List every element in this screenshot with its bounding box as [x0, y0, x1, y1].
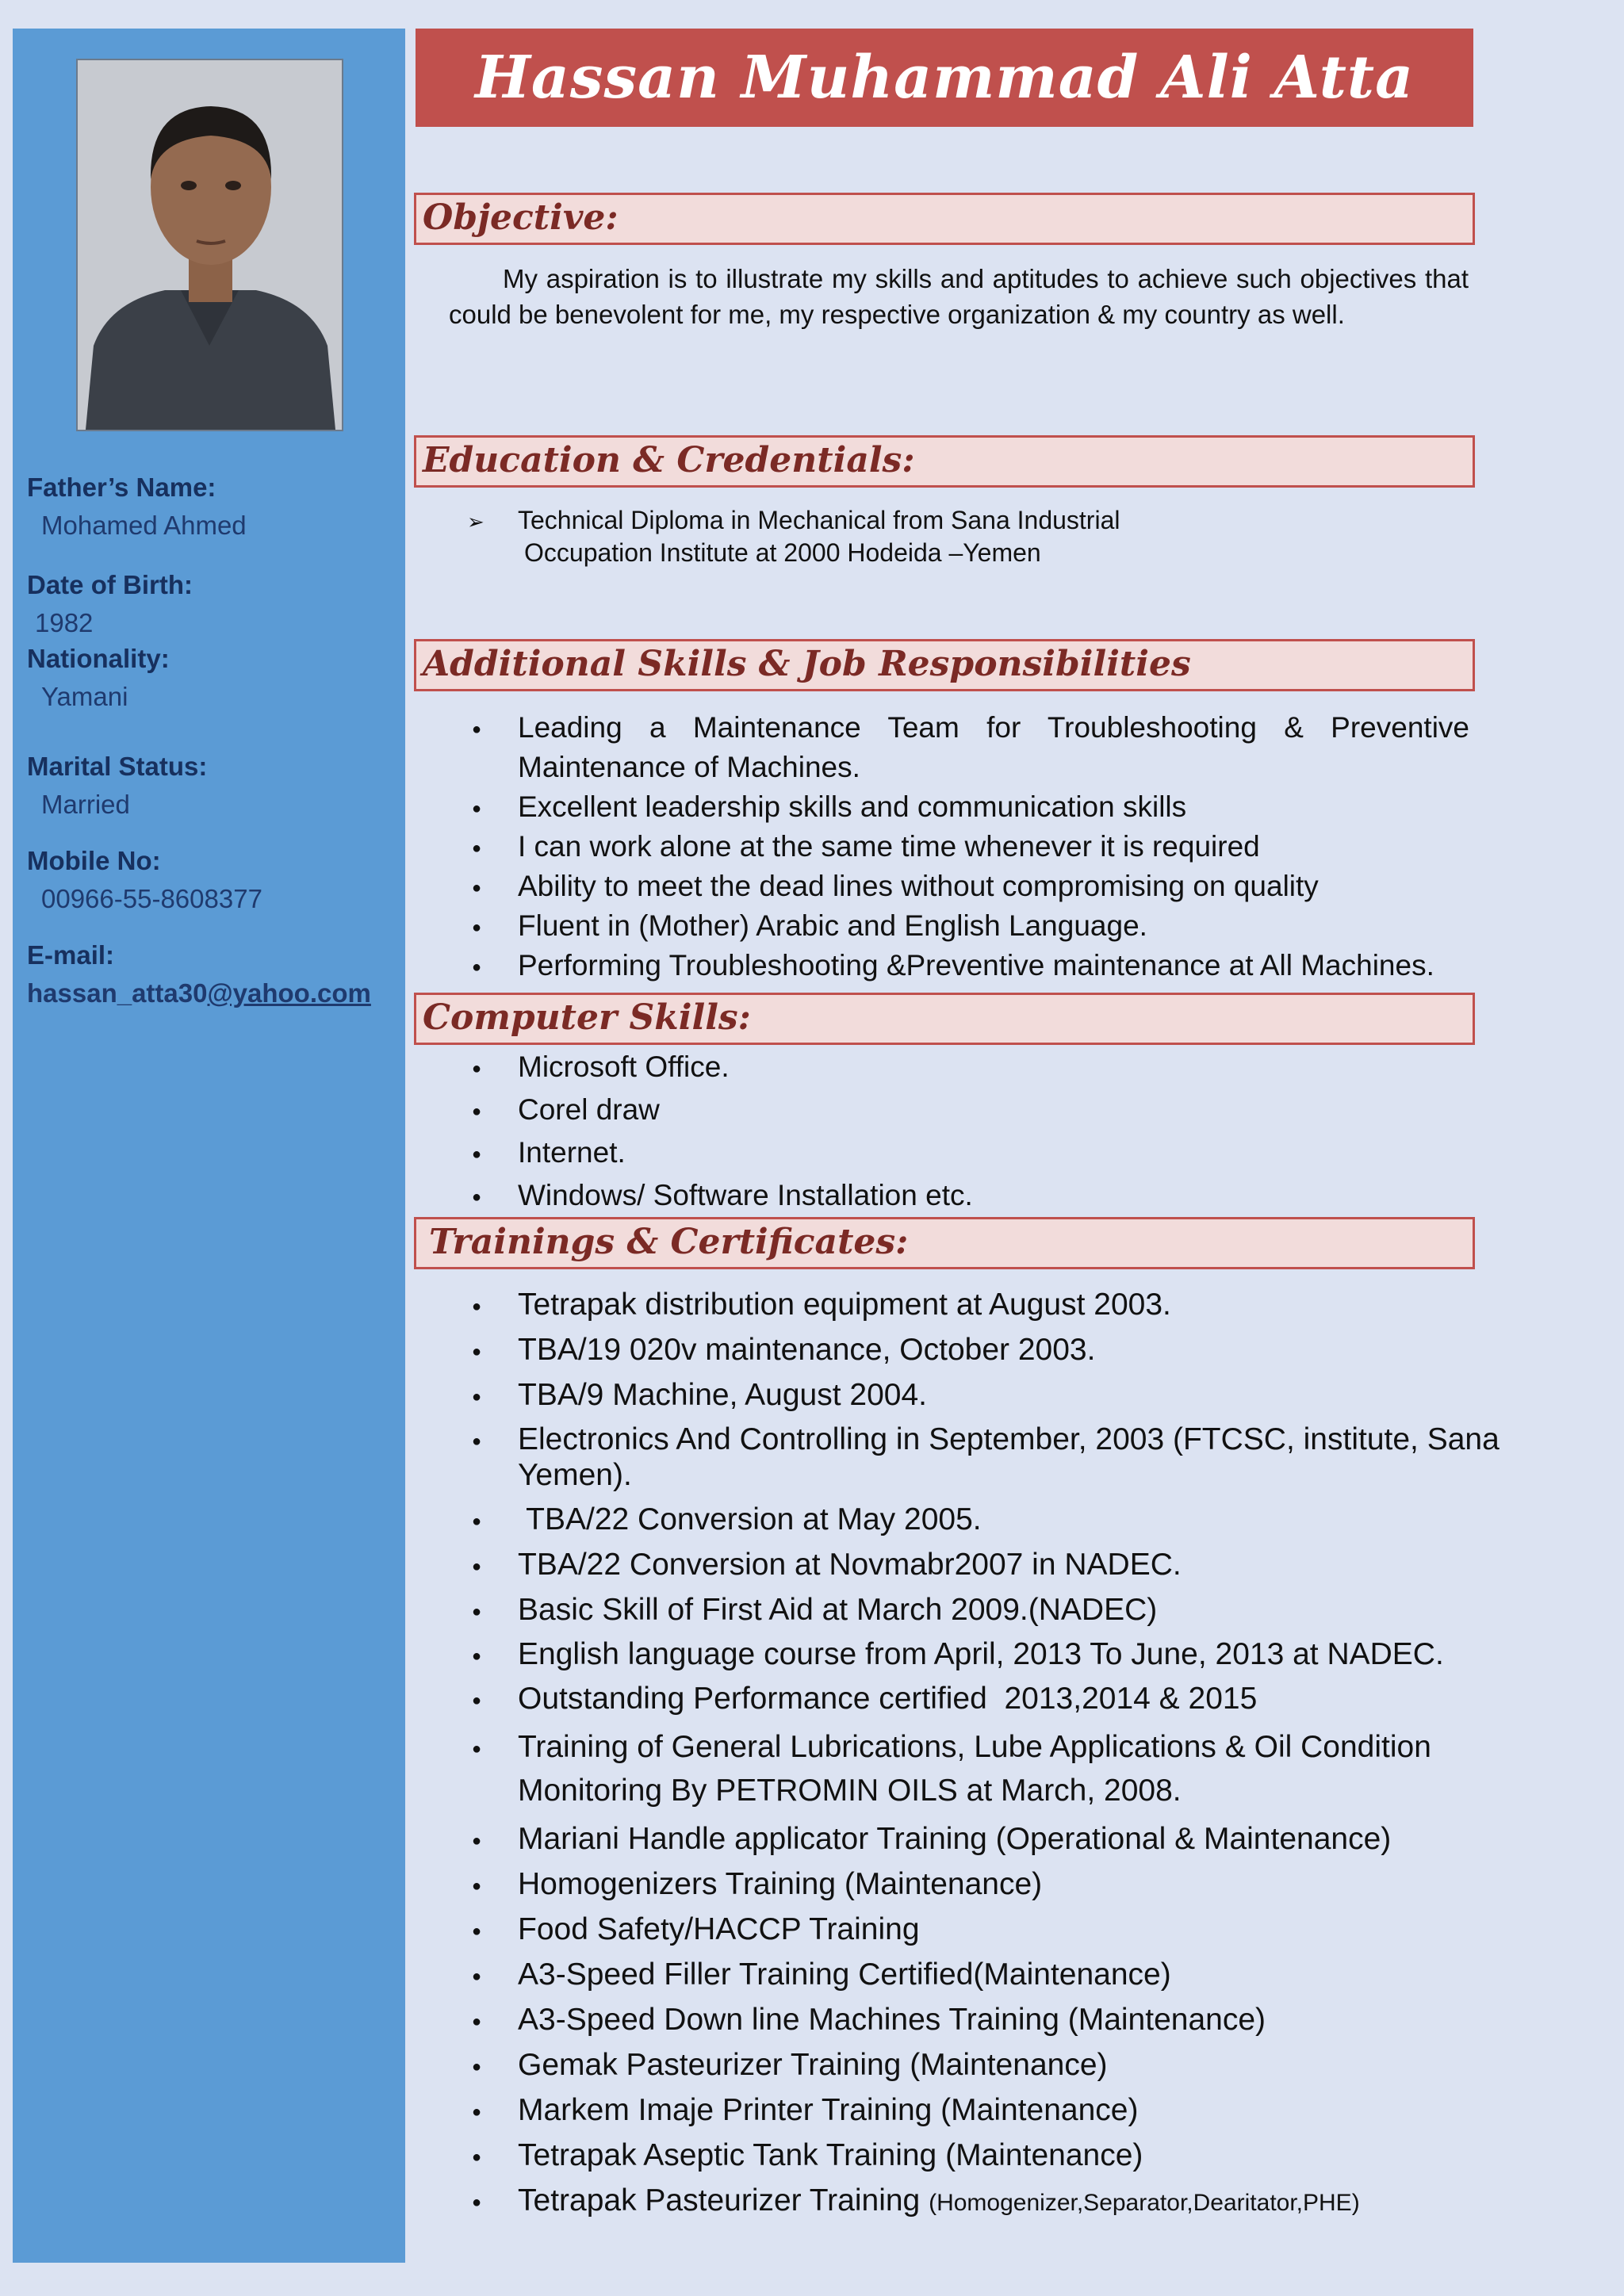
list-item: ● Basic Skill of First Aid at March 2009.(NADEC) — [518, 1591, 1501, 1628]
bullet-icon — [472, 708, 481, 752]
list-item: ● Corel draw — [518, 1089, 1469, 1131]
list-item: ● Outstanding Performance certified 2013,2014 & 2015 — [518, 1680, 1501, 1717]
list-item: ● Tetrapak Pasteurizer Training (Homogenizer,Separator,Dearitator,PHE) — [518, 2182, 1501, 2221]
mobile-label: Mobile No: — [27, 846, 161, 875]
trainings-heading: Trainings & Certificates: — [414, 1217, 1475, 1269]
bullet-icon — [472, 1820, 481, 1863]
bullet-icon — [472, 2137, 481, 2179]
bullet-icon — [472, 1422, 481, 1463]
list-item: ● Training of General Lubrications, Lube Applications & Oil Condition Monitoring By PETROMIN OILS at March, 2008. — [518, 1725, 1501, 1812]
list-item: ● Performing Troubleshooting &Preventive maintenance at All Machines. — [518, 946, 1469, 985]
person-photo-icon — [78, 60, 342, 430]
nationality-label: Nationality: — [27, 644, 170, 673]
bullet-icon — [472, 1286, 481, 1329]
bullet-icon — [472, 906, 481, 951]
list-item: ● Tetrapak distribution equipment at August 2003. — [518, 1286, 1501, 1323]
bullet-icon — [472, 1174, 481, 1222]
list-item: ● A3-Speed Down line Machines Training (Maintenance) — [518, 2001, 1501, 2038]
bullet-icon — [472, 946, 481, 990]
bullet-icon — [472, 1725, 481, 1774]
list-item: ● I can work alone at the same time whenever it is required — [518, 827, 1469, 867]
sidebar — [13, 29, 405, 2263]
skills-heading: Additional Skills & Job Responsibilities — [414, 639, 1475, 691]
bullet-icon — [472, 1046, 481, 1093]
bullet-icon — [472, 1866, 481, 1908]
objective-text: My aspiration is to illustrate my skills and aptitudes to achieve such objectives that could be benevolent for me, my respective organization & my country as well. — [449, 264, 1469, 329]
fathers-name-block — [27, 473, 247, 541]
nationality-block — [27, 644, 170, 712]
education-line-2: Occupation Institute at 2000 Hodeida –Yemen — [524, 538, 1041, 567]
list-item: ● TBA/9 Machine, August 2004. — [518, 1376, 1501, 1414]
bullet-icon — [472, 1636, 481, 1678]
mobile-block — [27, 846, 262, 914]
bullet-icon — [472, 1911, 481, 1954]
bullet-icon — [472, 2001, 481, 2044]
bullet-icon — [472, 2182, 481, 2225]
bullet-icon — [472, 1546, 481, 1589]
marital-block — [27, 752, 207, 820]
bullet-icon — [472, 1591, 481, 1634]
bullet-icon — [472, 2091, 481, 2134]
bullet-icon — [472, 1376, 481, 1419]
list-item: ● Food Safety/HACCP Training — [518, 1911, 1501, 1948]
skills-list — [518, 708, 1469, 985]
dob-value: 1982 — [35, 608, 94, 637]
name-banner: Hassan Muhammad Ali Atta — [416, 29, 1473, 127]
email-domain-link[interactable]: @yahoo.com — [207, 978, 371, 1008]
bullet-icon — [472, 1680, 481, 1723]
list-item: ● Homogenizers Training (Maintenance) — [518, 1866, 1501, 1903]
list-item: ● Fluent in (Mother) Arabic and English Language. — [518, 906, 1469, 946]
mobile-value: 00966-55-8608377 — [41, 884, 262, 913]
list-item: ● Excellent leadership skills and communication skills — [518, 787, 1469, 827]
list-item: ● Gemak Pasteurizer Training (Maintenance) — [518, 2046, 1501, 2084]
education-line-1: Technical Diploma in Mechanical from Sana Industrial — [518, 506, 1120, 534]
bullet-icon — [472, 1089, 481, 1136]
list-item: ● TBA/22 Conversion at May 2005. — [518, 1501, 1501, 1538]
fathers-name-value: Mohamed Ahmed — [41, 511, 247, 540]
bullet-icon — [472, 1956, 481, 1999]
email-label: E-mail: — [27, 940, 115, 970]
dob-block — [27, 570, 193, 638]
marital-value: Married — [41, 790, 130, 819]
bullet-icon — [472, 1331, 481, 1374]
list-item: ● Mariani Handle applicator Training (Operational & Maintenance) — [518, 1820, 1501, 1858]
list-item: ● A3-Speed Filler Training Certified(Maintenance) — [518, 1956, 1501, 1993]
bullet-icon — [472, 787, 481, 832]
email-value[interactable] — [27, 978, 371, 1008]
objective-heading: Objective: — [414, 193, 1475, 245]
bullet-icon — [472, 867, 481, 911]
list-item: ● Tetrapak Aseptic Tank Training (Maintenance) — [518, 2137, 1501, 2174]
bullet-icon — [472, 1501, 481, 1544]
email-block — [27, 940, 371, 1008]
computer-list — [518, 1046, 1469, 1217]
list-item: ● TBA/22 Conversion at Novmabr2007 in NADEC. — [518, 1546, 1501, 1583]
education-list — [518, 504, 1469, 569]
bullet-icon — [472, 1131, 481, 1179]
marital-label: Marital Status: — [27, 752, 208, 781]
bullet-icon — [472, 2046, 481, 2089]
list-item: ● Markem Imaje Printer Training (Maintenance) — [518, 2091, 1501, 2129]
arrow-bullet-icon — [467, 504, 485, 538]
fathers-name-label: Father’s Name: — [27, 473, 216, 502]
nationality-value: Yamani — [41, 682, 128, 711]
list-item: ● Microsoft Office. — [518, 1046, 1469, 1089]
list-item: ● Electronics And Controlling in September, 2003 (FTCSC, institute, Sana Yemen). — [518, 1422, 1501, 1493]
bullet-icon — [472, 827, 481, 871]
dob-label: Date of Birth: — [27, 570, 193, 599]
list-item: ● Ability to meet the dead lines without compromising on quality — [518, 867, 1469, 906]
list-item: ● TBA/19 020v maintenance, October 2003. — [518, 1331, 1501, 1368]
computer-heading: Computer Skills: — [414, 993, 1475, 1045]
profile-photo — [76, 59, 343, 431]
list-item: ● Leading a Maintenance Team for Troubleshooting & Preventive Maintenance of Machines. — [518, 708, 1469, 787]
list-item: ● Windows/ Software Installation etc. — [518, 1174, 1469, 1217]
list-item: ● English language course from April, 2013 To June, 2013 at NADEC. — [518, 1636, 1501, 1672]
education-item — [518, 504, 1469, 569]
email-user: hassan_atta30 — [27, 978, 208, 1008]
list-item: ● Internet. — [518, 1131, 1469, 1174]
trainings-list — [518, 1286, 1501, 2221]
education-heading: Education & Credentials: — [414, 435, 1475, 488]
